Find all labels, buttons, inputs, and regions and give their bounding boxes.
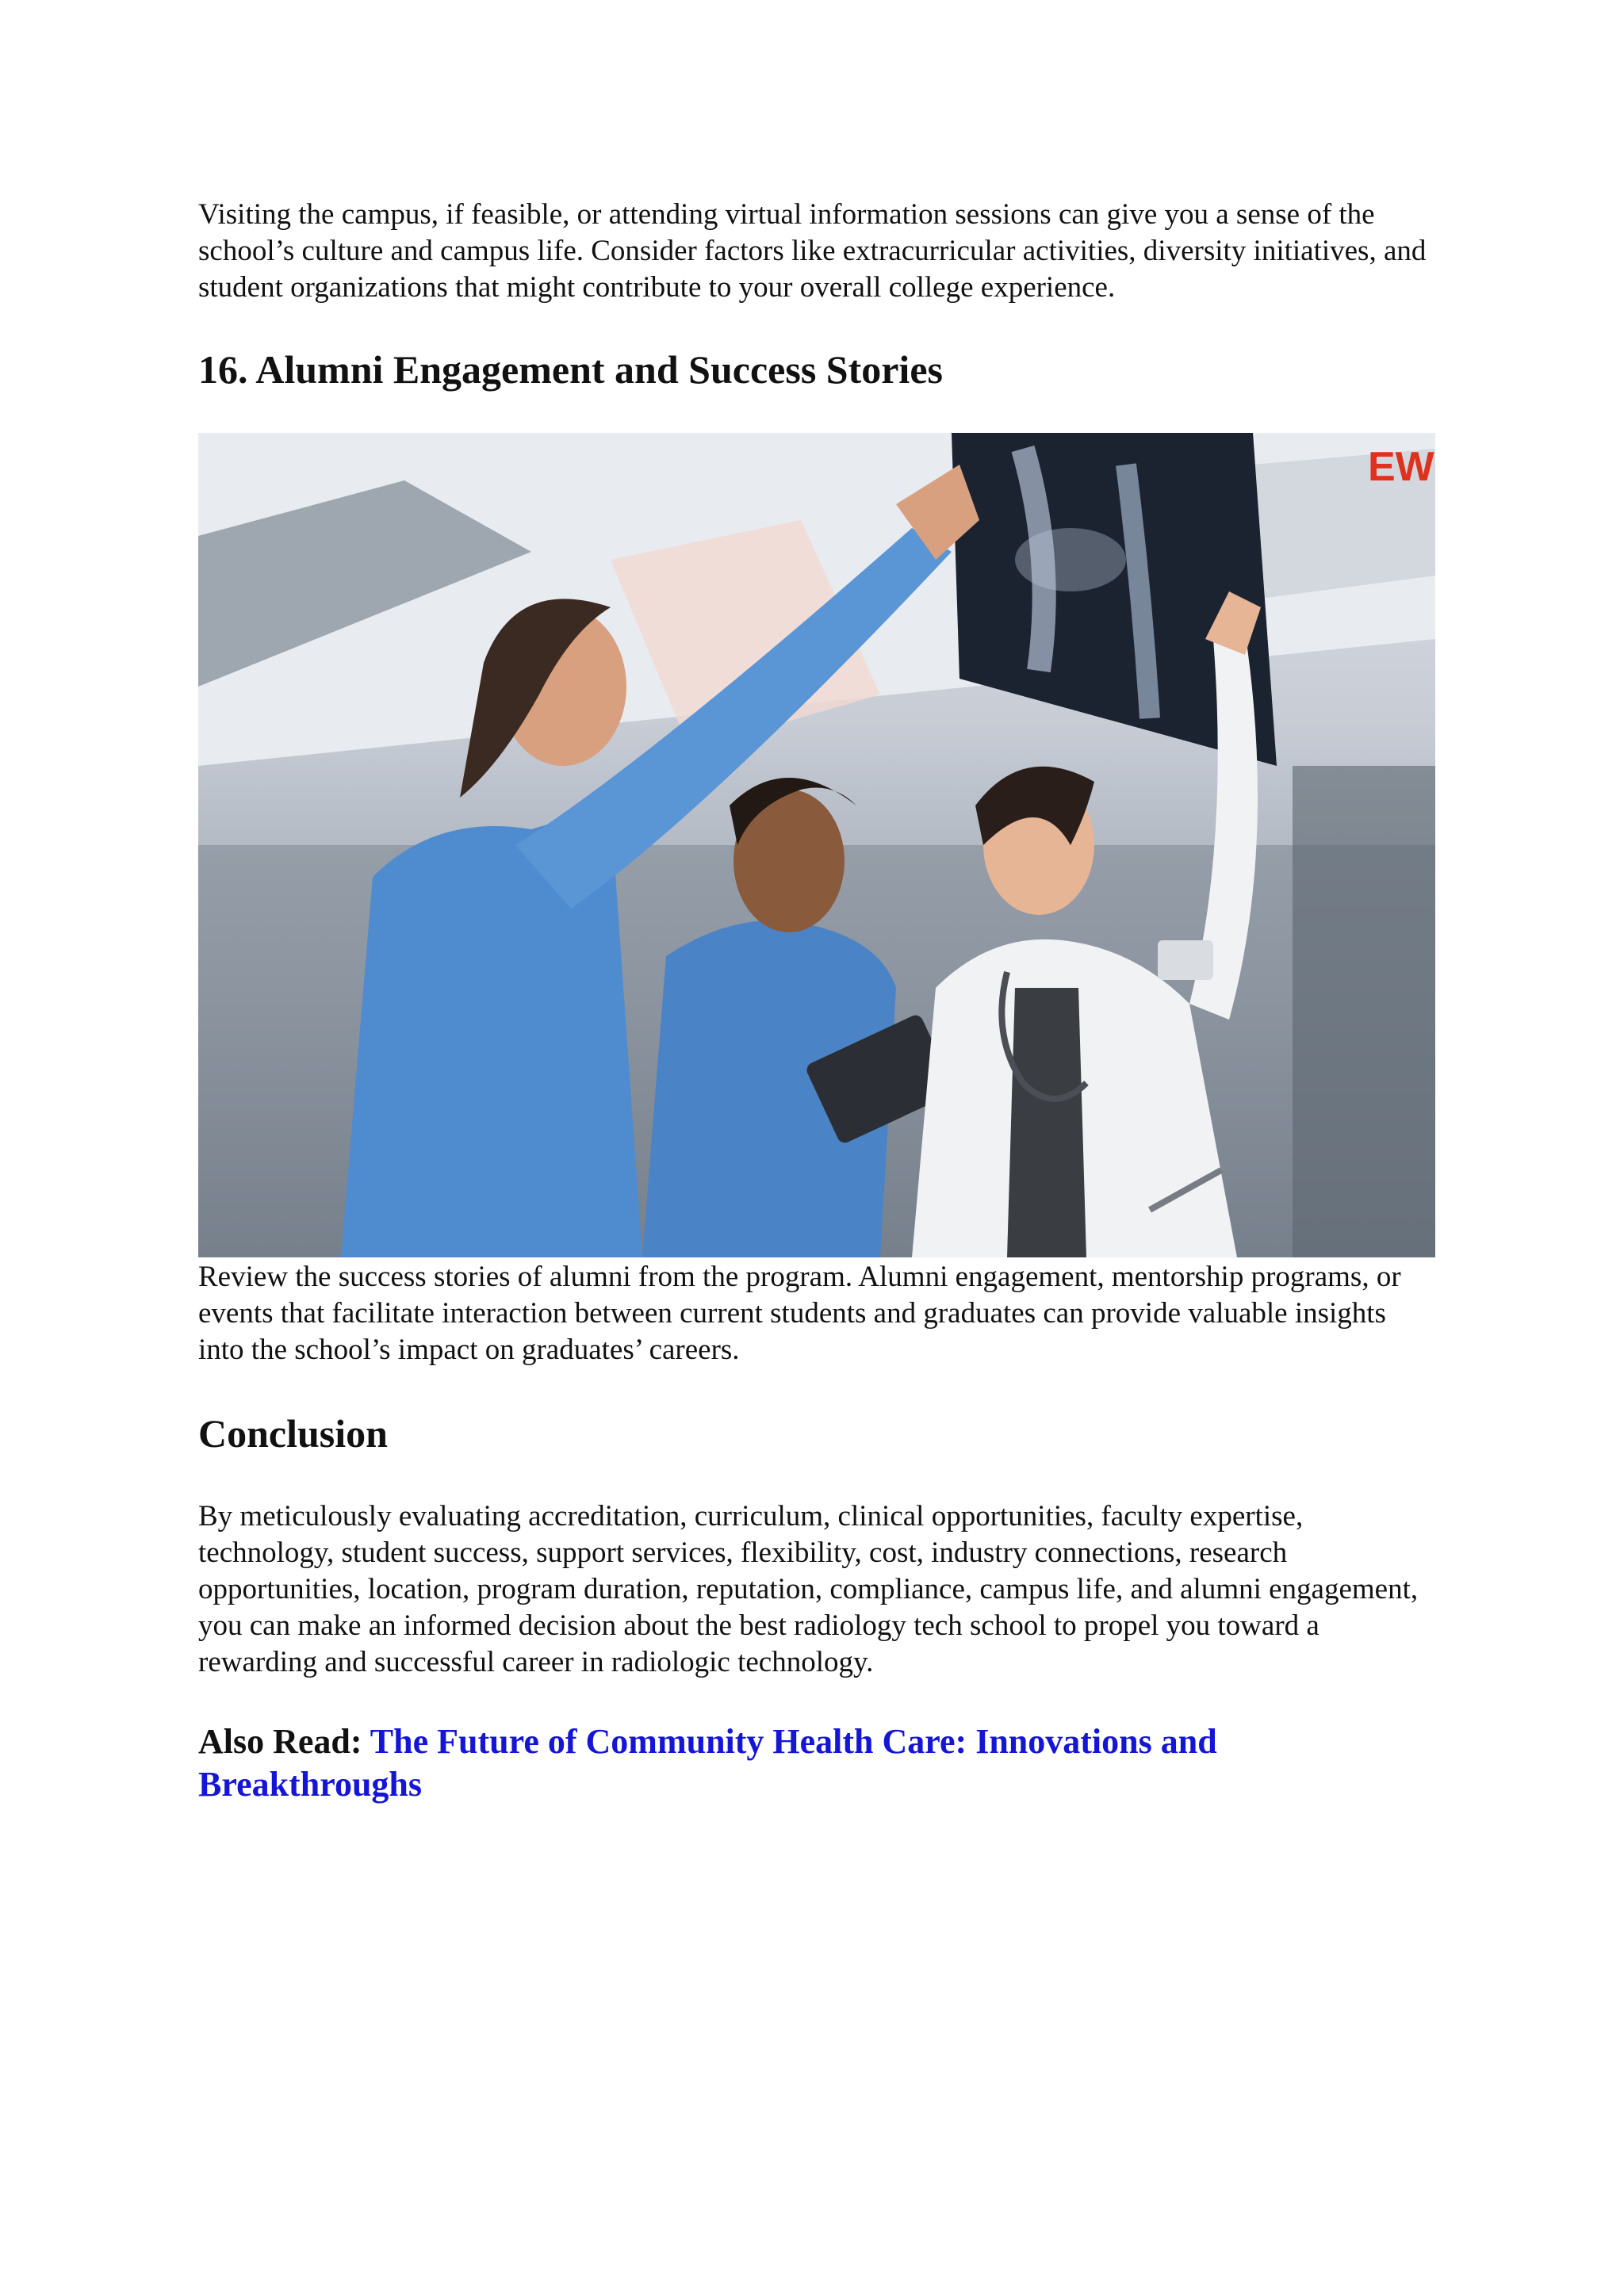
article-image xyxy=(198,433,1435,1257)
window-frame xyxy=(1293,766,1435,1257)
conclusion-heading: Conclusion xyxy=(198,1411,388,1456)
also-read xyxy=(198,1720,1435,1806)
medical-team-xray-illustration xyxy=(198,433,1435,1257)
section-heading-alumni: 16. Alumni Engagement and Success Stories xyxy=(198,347,943,392)
also-read-label: Also Read: xyxy=(198,1722,362,1761)
also-read-link[interactable]: The Future of Community Health Care: Innovations and Breakthroughs xyxy=(198,1722,1217,1804)
watermark-logo xyxy=(1368,444,1435,490)
article-body xyxy=(198,190,1435,1806)
intro-paragraph: Visiting the campus, if feasible, or attending virtual information sessions can give you a sense of the school’s culture and campus life. Consider factors like extracurricular activities, diversity initiatives, and student organizations that might contribute to your overall college experience. xyxy=(198,198,1427,304)
conclusion-paragraph: By meticulously evaluating accreditation, curriculum, clinical opportunities, faculty expertise, technology, student success, support services, flexibility, cost, industry connections, research opportunities, location, program duration, reputation, compliance, campus life, and alumni engagement, you can make an informed decision about the best radiology tech school to propel you toward a rewarding and successful career in radiologic technology. xyxy=(198,1500,1419,1678)
svg-text:EW: EW xyxy=(1368,444,1434,490)
alumni-paragraph: Review the success stories of alumni from the program. Alumni engagement, mentorship programs, or events that facilitate interaction between current students and graduates can provide valuable insights into the school’s impact on graduates’ careers. xyxy=(198,1261,1401,1366)
